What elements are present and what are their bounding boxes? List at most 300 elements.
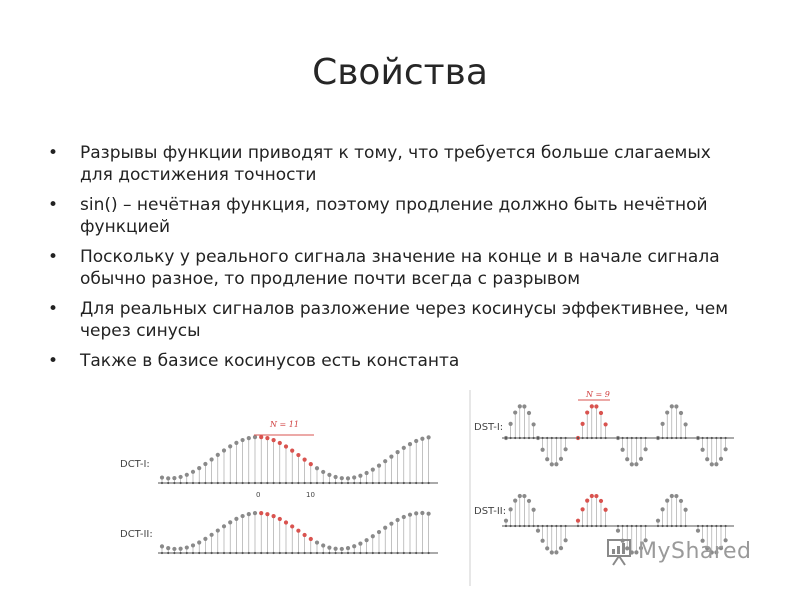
sample-dot xyxy=(518,494,522,498)
axis-marker xyxy=(273,482,275,484)
axis-marker xyxy=(242,482,244,484)
bullet-text: Разрывы функции приводят к тому, что требуется больше слагаемых для достижения точности xyxy=(80,143,711,185)
sample-dot xyxy=(545,457,549,461)
sample-dot xyxy=(670,494,674,498)
sample-dot xyxy=(581,422,585,426)
sample-dot xyxy=(705,457,709,461)
sample-dot xyxy=(241,438,245,442)
axis-marker xyxy=(254,552,256,554)
axis-marker xyxy=(186,482,188,484)
sample-dot xyxy=(228,520,232,524)
bullet-marker: • xyxy=(48,351,59,371)
sample-dot xyxy=(665,410,669,414)
bullet-text: sin() – нечётная функция, поэтому продление должно быть нечётной функцией xyxy=(80,195,708,237)
sample-dot xyxy=(532,422,536,426)
sample-dot xyxy=(259,435,263,439)
axis-marker xyxy=(595,437,597,439)
axis-marker xyxy=(577,525,579,527)
sample-dot xyxy=(309,537,313,541)
axis-marker xyxy=(702,525,704,527)
axis-marker xyxy=(631,525,633,527)
axis-marker xyxy=(542,525,544,527)
sample-dot xyxy=(365,471,369,475)
sample-dot xyxy=(290,524,294,528)
sample-dot xyxy=(604,508,608,512)
axis-marker xyxy=(685,525,687,527)
sample-dot xyxy=(389,455,393,459)
axis-marker xyxy=(680,525,682,527)
axis-marker xyxy=(586,525,588,527)
axis-marker xyxy=(565,525,567,527)
axis-marker xyxy=(328,482,330,484)
sample-dot xyxy=(247,512,251,516)
axis-marker xyxy=(285,552,287,554)
axis-marker xyxy=(666,525,668,527)
axis-marker xyxy=(242,552,244,554)
axis-marker xyxy=(403,482,405,484)
axis-marker xyxy=(235,482,237,484)
sample-dot xyxy=(644,447,648,451)
dst-ii-label: DST-II: xyxy=(474,506,507,517)
sample-dot xyxy=(222,524,226,528)
axis-marker xyxy=(523,525,525,527)
axis-marker xyxy=(347,482,349,484)
axis-marker xyxy=(204,552,206,554)
axis-marker xyxy=(359,482,361,484)
axis-marker xyxy=(359,552,361,554)
sample-dot xyxy=(550,462,554,466)
axis-marker xyxy=(335,552,337,554)
axis-marker xyxy=(662,437,664,439)
sample-dot xyxy=(253,435,257,439)
bullet-marker: • xyxy=(48,299,59,319)
axis-marker xyxy=(192,482,194,484)
axis-marker xyxy=(560,437,562,439)
axis-marker xyxy=(167,552,169,554)
sample-dot xyxy=(179,475,183,479)
sample-dot xyxy=(352,544,356,548)
sample-dot xyxy=(334,475,338,479)
sample-dot xyxy=(247,436,251,440)
sample-dot xyxy=(296,529,300,533)
dct-figure xyxy=(118,405,438,580)
axis-marker xyxy=(372,482,374,484)
axis-marker xyxy=(720,437,722,439)
sample-dot xyxy=(197,466,201,470)
sample-dot xyxy=(545,546,549,550)
sample-dot xyxy=(585,499,589,503)
axis-marker xyxy=(260,482,262,484)
axis-marker xyxy=(161,552,163,554)
axis-marker xyxy=(537,525,539,527)
axis-marker xyxy=(565,437,567,439)
sample-dot xyxy=(327,473,331,477)
axis-marker xyxy=(680,437,682,439)
sample-dot xyxy=(402,446,406,450)
axis-marker xyxy=(409,552,411,554)
axis-marker xyxy=(353,552,355,554)
axis-marker xyxy=(671,525,673,527)
sample-dot xyxy=(661,422,665,426)
axis-marker xyxy=(675,525,677,527)
sample-dot xyxy=(427,512,431,516)
sample-dot xyxy=(656,519,660,523)
axis-marker xyxy=(353,482,355,484)
axis-marker xyxy=(706,437,708,439)
sample-dot xyxy=(222,448,226,452)
sample-dot xyxy=(272,438,276,442)
dst-i-plot xyxy=(502,404,734,466)
sample-dot xyxy=(377,463,381,467)
sample-dot xyxy=(284,520,288,524)
sample-dot xyxy=(564,447,568,451)
axis-marker xyxy=(555,437,557,439)
axis-marker xyxy=(645,525,647,527)
axis-marker xyxy=(519,437,521,439)
sample-dot xyxy=(420,511,424,515)
sample-dot xyxy=(665,499,669,503)
axis-marker xyxy=(514,525,516,527)
sample-dot xyxy=(679,499,683,503)
bullet-marker: • xyxy=(48,195,59,215)
axis-marker xyxy=(622,437,624,439)
watermark xyxy=(606,535,776,575)
sample-dot xyxy=(661,507,665,511)
axis-marker xyxy=(715,525,717,527)
sample-dot xyxy=(216,528,220,532)
bullet-text: Также в базисе косинусов есть константа xyxy=(80,351,460,371)
sample-dot xyxy=(160,475,164,479)
sample-dot xyxy=(679,411,683,415)
axis-marker xyxy=(428,552,430,554)
sample-dot xyxy=(179,547,183,551)
axis-marker xyxy=(341,552,343,554)
axis-marker xyxy=(617,525,619,527)
axis-marker xyxy=(711,437,713,439)
axis-marker xyxy=(285,482,287,484)
sample-dot xyxy=(228,444,232,448)
bullet-marker: • xyxy=(48,143,59,163)
dct-ii-plot xyxy=(158,511,438,554)
axis-marker xyxy=(366,482,368,484)
axis-marker xyxy=(279,552,281,554)
axis-marker xyxy=(180,482,182,484)
axis-marker xyxy=(347,552,349,554)
axis-marker xyxy=(415,552,417,554)
axis-marker xyxy=(640,525,642,527)
axis-marker xyxy=(223,552,225,554)
sample-dot xyxy=(670,404,674,408)
axis-marker xyxy=(192,552,194,554)
axis-marker xyxy=(626,525,628,527)
sample-dot xyxy=(674,494,678,498)
axis-marker xyxy=(198,552,200,554)
axis-marker xyxy=(560,525,562,527)
axis-marker xyxy=(542,437,544,439)
axis-marker xyxy=(341,482,343,484)
sample-dot xyxy=(684,422,688,426)
axis-marker xyxy=(666,437,668,439)
sample-dot xyxy=(166,546,170,550)
sample-dot xyxy=(414,439,418,443)
axis-marker xyxy=(260,552,262,554)
sample-dot xyxy=(371,534,375,538)
axis-marker xyxy=(248,482,250,484)
axis-marker xyxy=(725,437,727,439)
axis-marker xyxy=(384,482,386,484)
axis-marker xyxy=(254,482,256,484)
sample-dot xyxy=(564,538,568,542)
sample-dot xyxy=(365,538,369,542)
axis-marker xyxy=(711,525,713,527)
watermark-text: MyShared xyxy=(638,539,752,564)
sample-dot xyxy=(185,473,189,477)
sample-dot xyxy=(327,546,331,550)
dct-i-plot xyxy=(158,435,438,484)
sample-dot xyxy=(234,441,238,445)
sample-dot xyxy=(396,518,400,522)
dct-i-label: DCT-I: xyxy=(120,459,150,470)
sample-dot xyxy=(371,467,375,471)
sample-dot xyxy=(321,543,325,547)
sample-dot xyxy=(253,511,257,515)
sample-dot xyxy=(518,404,522,408)
n-label-right: N = 9 xyxy=(586,390,610,399)
axis-marker xyxy=(725,525,727,527)
axis-marker xyxy=(173,552,175,554)
sample-dot xyxy=(309,462,313,466)
axis-marker xyxy=(384,552,386,554)
sample-dot xyxy=(191,543,195,547)
axis-marker xyxy=(211,482,213,484)
sample-dot xyxy=(581,507,585,511)
sample-dot xyxy=(210,457,214,461)
sample-dot xyxy=(599,411,603,415)
axis-marker xyxy=(409,482,411,484)
axis-marker xyxy=(198,482,200,484)
sample-dot xyxy=(710,462,714,466)
axis-marker xyxy=(322,482,324,484)
sample-dot xyxy=(166,476,170,480)
axis-marker xyxy=(586,437,588,439)
axis-marker xyxy=(600,525,602,527)
sample-dot xyxy=(172,476,176,480)
sample-dot xyxy=(625,457,629,461)
axis-marker xyxy=(186,552,188,554)
sample-dot xyxy=(315,540,319,544)
sample-dot xyxy=(290,449,294,453)
sample-dot xyxy=(527,499,531,503)
presentation-board-icon xyxy=(606,537,634,567)
sample-dot xyxy=(265,436,269,440)
sample-dot xyxy=(272,514,276,518)
sample-dot xyxy=(504,519,508,523)
sample-dot xyxy=(541,539,545,543)
axis-marker xyxy=(316,552,318,554)
sample-dot xyxy=(701,448,705,452)
axis-marker xyxy=(528,525,530,527)
axis-marker xyxy=(421,482,423,484)
sample-dot xyxy=(241,514,245,518)
sample-dot xyxy=(576,519,580,523)
axis-marker xyxy=(223,482,225,484)
slide-title: Свойства xyxy=(312,52,488,93)
axis-marker xyxy=(297,482,299,484)
tick-label-10: 10 xyxy=(306,491,315,499)
sample-dot xyxy=(639,457,643,461)
axis-marker xyxy=(310,482,312,484)
sample-dot xyxy=(684,508,688,512)
sample-dot xyxy=(522,404,526,408)
axis-marker xyxy=(577,437,579,439)
bullet-text: Поскольку у реального сигнала значение на конце и в начале сигнала обычно разное, то продление почти всегда с разрывом xyxy=(80,247,720,289)
sample-dot xyxy=(352,475,356,479)
axis-marker xyxy=(248,552,250,554)
sample-dot xyxy=(559,546,563,550)
sample-dot xyxy=(509,422,513,426)
sample-dot xyxy=(203,462,207,466)
sample-dot xyxy=(621,448,625,452)
sample-dot xyxy=(346,546,350,550)
bullet-text: Для реальных сигналов разложение через косинусы эффективнее, чем через синусы xyxy=(80,299,729,341)
sample-dot xyxy=(259,511,263,515)
sample-dot xyxy=(172,547,176,551)
sample-dot xyxy=(346,476,350,480)
sample-dot xyxy=(402,515,406,519)
axis-marker xyxy=(428,482,430,484)
axis-marker xyxy=(297,552,299,554)
sample-dot xyxy=(278,441,282,445)
axis-marker xyxy=(204,482,206,484)
sample-dot xyxy=(377,530,381,534)
axis-marker xyxy=(600,437,602,439)
bullet-item xyxy=(48,350,748,372)
sample-dot xyxy=(358,474,362,478)
sample-dot xyxy=(408,513,412,517)
sample-dot xyxy=(296,453,300,457)
axis-marker xyxy=(229,552,231,554)
axis-marker xyxy=(161,482,163,484)
sample-dot xyxy=(599,499,603,503)
axis-marker xyxy=(397,552,399,554)
axis-marker xyxy=(421,552,423,554)
sample-dot xyxy=(719,457,723,461)
axis-marker xyxy=(631,437,633,439)
bullet-item xyxy=(48,142,748,186)
sample-dot xyxy=(522,494,526,498)
sample-dot xyxy=(696,529,700,533)
axis-marker xyxy=(291,482,293,484)
sample-dot xyxy=(160,544,164,548)
axis-marker xyxy=(510,437,512,439)
axis-marker xyxy=(706,525,708,527)
sample-dot xyxy=(340,547,344,551)
axis-marker xyxy=(217,552,219,554)
axis-marker xyxy=(697,525,699,527)
sample-dot xyxy=(265,512,269,516)
axis-marker xyxy=(266,552,268,554)
axis-marker xyxy=(390,482,392,484)
axis-marker xyxy=(582,437,584,439)
axis-marker xyxy=(335,482,337,484)
axis-marker xyxy=(523,437,525,439)
sample-dot xyxy=(509,507,513,511)
sample-dot xyxy=(604,422,608,426)
sample-dot xyxy=(634,462,638,466)
axis-marker xyxy=(415,482,417,484)
sample-dot xyxy=(340,476,344,480)
axis-marker xyxy=(675,437,677,439)
tick-label-0: 0 xyxy=(256,491,261,499)
sample-dot xyxy=(594,494,598,498)
axis-marker xyxy=(595,525,597,527)
sample-dot xyxy=(420,437,424,441)
axis-marker xyxy=(173,482,175,484)
axis-marker xyxy=(403,552,405,554)
n-label: N = 11 xyxy=(270,420,299,429)
axis-marker xyxy=(378,482,380,484)
axis-marker xyxy=(328,552,330,554)
axis-marker xyxy=(229,482,231,484)
axis-marker xyxy=(519,525,521,527)
axis-marker xyxy=(551,525,553,527)
sample-dot xyxy=(284,444,288,448)
sample-dot xyxy=(585,410,589,414)
sample-dot xyxy=(216,453,220,457)
axis-marker xyxy=(316,482,318,484)
sample-dot xyxy=(315,466,319,470)
sample-dot xyxy=(389,522,393,526)
axis-marker xyxy=(180,552,182,554)
sample-dot xyxy=(590,494,594,498)
axis-marker xyxy=(662,525,664,527)
axis-marker xyxy=(635,525,637,527)
sample-dot xyxy=(414,511,418,515)
sample-dot xyxy=(550,550,554,554)
axis-marker xyxy=(640,437,642,439)
axis-marker xyxy=(505,525,507,527)
sample-dot xyxy=(630,462,634,466)
axis-marker xyxy=(671,437,673,439)
axis-marker xyxy=(605,437,607,439)
axis-marker xyxy=(397,482,399,484)
axis-marker xyxy=(546,437,548,439)
sample-dot xyxy=(303,458,307,462)
bullet-item xyxy=(48,194,748,238)
axis-marker xyxy=(622,525,624,527)
sample-dot xyxy=(724,447,728,451)
dct-ii-label: DCT-II: xyxy=(120,529,153,540)
axis-marker xyxy=(211,552,213,554)
sample-dot xyxy=(234,517,238,521)
sample-dot xyxy=(559,457,563,461)
axis-marker xyxy=(685,437,687,439)
sample-dot xyxy=(303,533,307,537)
axis-marker xyxy=(702,437,704,439)
axis-marker xyxy=(591,525,593,527)
sample-dot xyxy=(590,404,594,408)
axis-marker xyxy=(657,437,659,439)
axis-marker xyxy=(167,482,169,484)
axis-marker xyxy=(591,437,593,439)
axis-marker xyxy=(310,552,312,554)
sample-dot xyxy=(541,448,545,452)
sample-dot xyxy=(203,537,207,541)
axis-marker xyxy=(279,482,281,484)
dst-i-label: DST-I: xyxy=(474,422,504,433)
sample-dot xyxy=(185,545,189,549)
axis-marker xyxy=(390,552,392,554)
